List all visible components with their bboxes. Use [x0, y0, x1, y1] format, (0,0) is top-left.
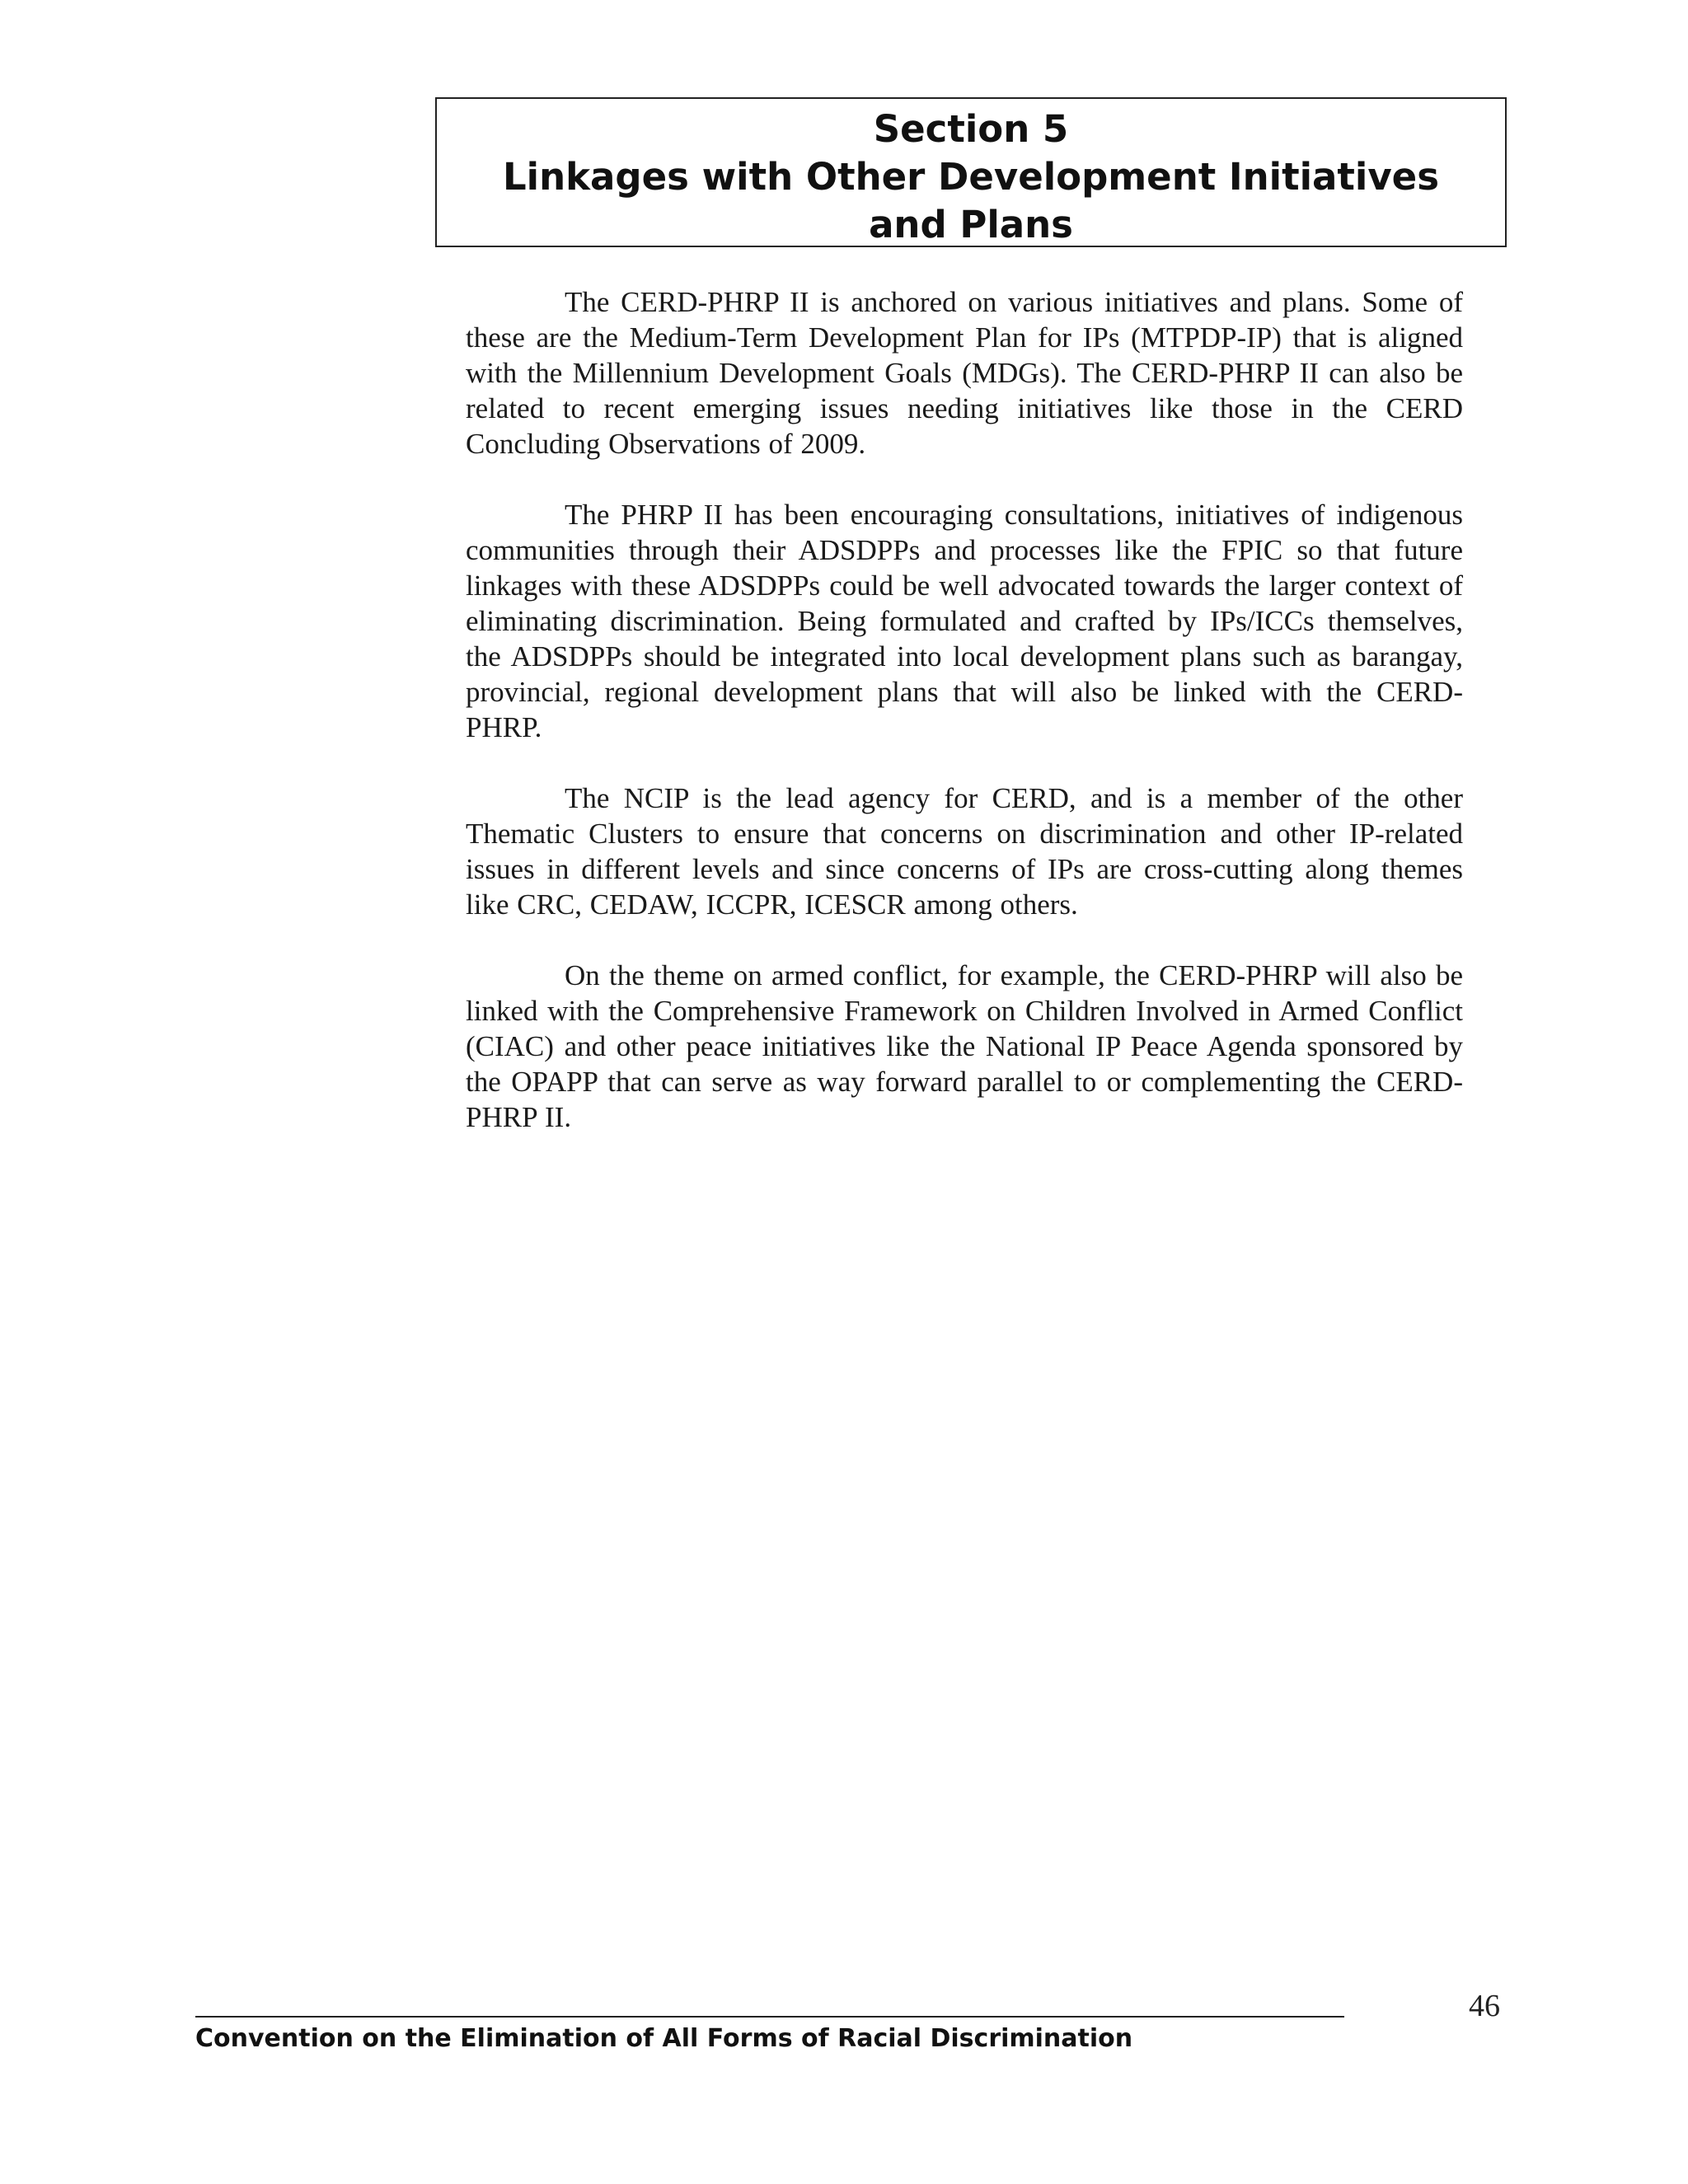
page-number: 46	[1469, 1989, 1500, 2023]
paragraph-4: On the theme on armed conflict, for example, the CERD-PHRP will also be linked with the Comprehensive Framework on Children Involved in Armed Conflict (CIAC) and other peace initiatives like the National IP Peace Agenda sponsored by the OPAPP that can serve as way forward parallel to or complementing the CERD-PHRP II.	[466, 959, 1463, 1133]
body-text	[466, 284, 1463, 1170]
section-label: Section 5	[873, 107, 1069, 151]
paragraph-2: The PHRP II has been encouraging consultations, initiatives of indigenous communities through their ADSDPPs and processes like the FPIC so that future linkages with these ADSDPPs could be well advocated towards the larger context of eliminating discrimination. Being formulated and crafted by IPs/ICCs themselves, the ADSDPPs should be integrated into local development plans such as barangay, provincial, regional development plans that will also be linked with the CERD-PHRP.	[466, 499, 1463, 743]
footer-document-title: Convention on the Elimination of All Forms of Racial Discrimination	[195, 2024, 1133, 2053]
footer-divider	[195, 2016, 1344, 2018]
section-title-line-1: Linkages with Other Development Initiatives	[503, 155, 1439, 199]
paragraph-1: The CERD-PHRP II is anchored on various initiatives and plans. Some of these are the Medium-Term Development Plan for IPs (MTPDP-IP) that is aligned with the Millennium Development Goals (MDGs). The CERD-PHRP II can also be related to recent emerging issues needing initiatives like those in the CERD Concluding Observations of 2009.	[466, 286, 1463, 460]
paragraph-3: The NCIP is the lead agency for CERD, and is a member of the other Thematic Clusters to ensure that concerns on discrimination and other IP-related issues in different levels and since concerns of IPs are cross-cutting along themes like CRC, CEDAW, ICCPR, ICESCR among others.	[466, 782, 1463, 921]
section-title-line-2: and Plans	[869, 203, 1073, 246]
section-title-box	[435, 97, 1507, 247]
